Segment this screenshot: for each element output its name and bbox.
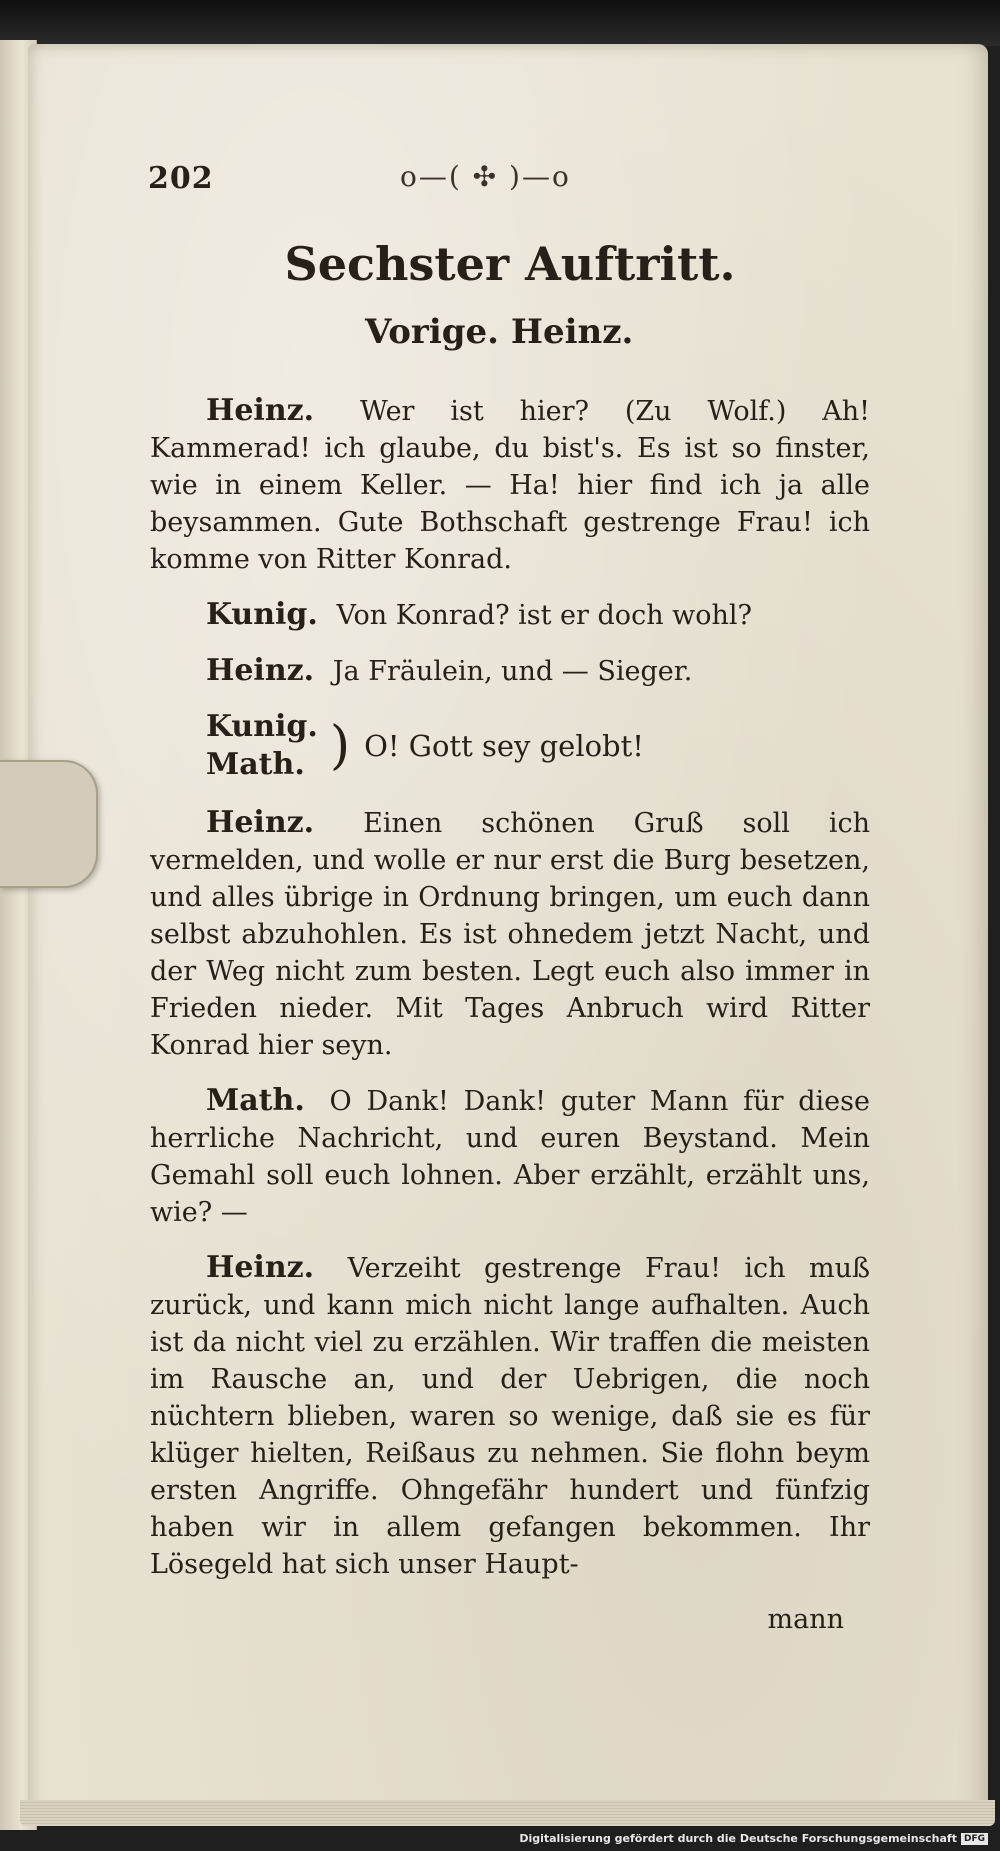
joint-bracket: ) — [329, 716, 351, 776]
credit-text: Digitalisierung gefördert durch die Deutsche Forschungsgemeinschaft — [519, 1832, 957, 1845]
dialogue-text: O! Gott sey gelobt! — [364, 728, 644, 763]
dialogue-paragraph — [150, 596, 870, 634]
page-content — [150, 150, 870, 1638]
speaker-name: Kunig. — [206, 597, 318, 632]
dialogue-text: Wer ist hier? (Zu Wolf.) Ah! Kammerad! ich glaube, du bist's. Es ist so finster, wie in einem Keller. — Ha! hier find ich ja alle beysammen. Gute Bothschaft gestrenge Frau! ich komme von Ritter Konrad. — [150, 396, 870, 575]
speaker-name: Kunig. — [206, 709, 318, 744]
dialogue-text: Verzeiht gestrenge Frau! ich muß zurück, und kann mich nicht lange aufhalten. Auch ist da nicht viel zu erzählen. Wir traffen die meisten im Rausche an, und der Uebrigen, die noch nüchtern blieben, waren so wenige, daß sie es für klüger hielten, Reißaus zu nehmen. Sie flohn beym ersten Angriffe. Ohngefähr hundert und fünfzig haben wir in allem gefangen bekommen. Ihr Lösegeld hat sich unser Haupt- — [150, 1253, 870, 1580]
catchword: mann — [767, 1604, 844, 1635]
dialogue-paragraph — [150, 1249, 870, 1583]
digitization-credit — [519, 1832, 988, 1845]
page-header — [150, 150, 870, 210]
speaker-name: Math. — [206, 1083, 305, 1118]
scene-title: Sechster Auftritt. — [284, 237, 736, 291]
dfg-logo: DFG — [961, 1833, 988, 1845]
joint-speech — [150, 708, 870, 784]
bookmark-clip — [0, 760, 98, 888]
dialogue-text: Von Konrad? ist er doch wohl? — [336, 600, 753, 631]
dialogue-text: O Dank! Dank! guter Mann für diese herrliche Nachricht, und euren Beystand. Mein Gemahl soll euch lohnen. Aber erzählt, erzählt uns, wie? — — [150, 1086, 870, 1228]
dialogue-paragraph — [150, 804, 870, 1064]
speaker-name: Math. — [206, 747, 305, 782]
speaker-name: Heinz. — [206, 805, 315, 840]
characters-line: Vorige. Heinz. — [365, 312, 634, 352]
speaker-name: Heinz. — [206, 1250, 315, 1285]
dialogue-paragraph — [150, 392, 870, 578]
page-edges — [20, 1800, 995, 1826]
dialogue-text: Ja Fräulein, und — Sieger. — [332, 656, 693, 687]
dialogue-text: Einen schönen Gruß soll ich vermelden, und wolle er nur erst die Burg besetzen, und alles übrige in Ordnung bringen, um euch dann selbst abzuhohlen. Es ist ohnedem jetzt Nacht, und der Weg nicht zum besten. Legt euch also immer in Frieden nieder. Mit Tages Anbruch wird Ritter Konrad hier seyn. — [150, 808, 870, 1061]
dialogue-paragraph — [150, 1082, 870, 1231]
speaker-name: Heinz. — [206, 653, 315, 688]
joint-speakers — [206, 708, 318, 784]
dialogue-paragraph — [150, 652, 870, 690]
speaker-name: Heinz. — [206, 393, 315, 428]
top-dark-strip — [0, 0, 1000, 46]
header-ornament: o—( ✣ )—o — [400, 160, 571, 193]
page-number: 202 — [148, 161, 214, 196]
